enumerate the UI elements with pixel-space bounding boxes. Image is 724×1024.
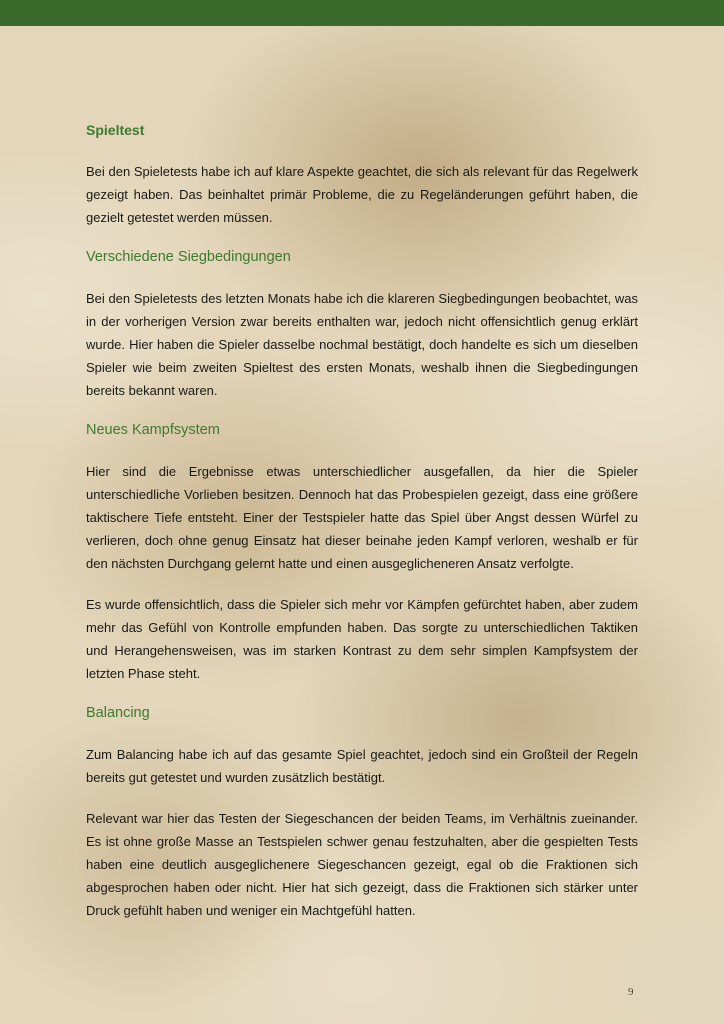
header-bar	[0, 0, 724, 26]
heading-balancing: Balancing	[86, 705, 150, 721]
document-body	[86, 120, 638, 940]
paragraph-kampfsystem-2: Es wurde offensichtlich, dass die Spieler sich mehr vor Kämpfen gefürchtet haben, aber zudem mehr das Gefühl von Kontrolle empfunden haben. Das sorgte zu unterschiedlichen Taktiken und Herangehensweisen, was im starken Kontrast zu dem sehr simplen Kampfsystem der letzten Phase steht.	[86, 597, 638, 681]
paragraph-siegbedingungen: Bei den Spieletests des letzten Monats habe ich die klareren Siegbedingungen beobachtet, was in der vorherigen Version zwar bereits enthalten war, jedoch nicht offensichtlich genug erklärt wurde. Hier haben die Spieler dasselbe nochmal bestätigt, doch handelte es sich um dieselben Spieler wie beim zweiten Spieltest des ersten Monats, weshalb ihnen die Siegbedingungen bereits bekannt waren.	[86, 291, 638, 398]
paragraph-balancing-1: Zum Balancing habe ich auf das gesamte Spiel geachtet, jedoch sind ein Großteil der Regeln bereits gut getestet und wurden zusätzlich bestätigt.	[86, 747, 638, 785]
intro-paragraph: Bei den Spieletests habe ich auf klare Aspekte geachtet, die sich als relevant für das Regelwerk gezeigt haben. Das beinhaltet primär Probleme, die zu Regeländerungen geführt haben, die gezielt getestet werden müssen.	[86, 164, 638, 225]
heading-kampfsystem: Neues Kampfsystem	[86, 422, 220, 438]
paragraph-balancing-2: Relevant war hier das Testen der Siegeschancen der beiden Teams, im Verhältnis zueinander. Es ist ohne große Masse an Testspielen schwer genau festzuhalten, aber die gespielten Tests haben eine deutlich ausgeglichenere Siegeschancen gezeigt, egal ob die Fraktionen sich abgesprochen haben oder nicht. Hier hat sich gezeigt, dass die Fraktionen sich stärker unter Druck gefühlt haben und weniger ein Machtgefühl hatten.	[86, 811, 638, 918]
paragraph-kampfsystem-1: Hier sind die Ergebnisse etwas unterschiedlicher ausgefallen, da hier die Spieler unterschiedliche Vorlieben besitzen. Dennoch hat das Probespielen gezeigt, dass eine größere taktischere Tiefe entsteht. Einer der Testspieler hatte das Spiel über Angst dessen Würfel zu verlieren, doch ohne genug Einsatz hat dieser beinahe jeden Kampf verloren, weshalb er für den nächsten Durchgang gelernt hatte und einen ausgeglicheneren Ansatz verfolgte.	[86, 464, 638, 571]
heading-siegbedingungen: Verschiedene Siegbedingungen	[86, 249, 291, 265]
page-number: 9	[628, 986, 634, 998]
page-title: Spieltest	[86, 122, 145, 138]
